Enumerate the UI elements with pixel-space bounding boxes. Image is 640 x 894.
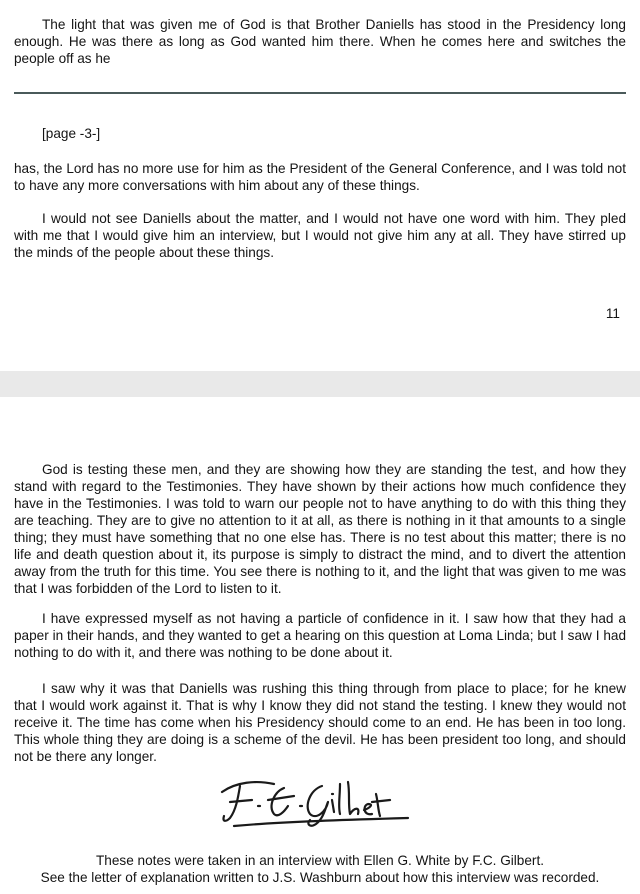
signature-fc-gilbert — [218, 772, 418, 832]
note-letter-of-explanation: See the letter of explanation written to J.S. Washburn about how this interview was recorded. — [40, 870, 600, 885]
paragraph-god-testing-men: God is testing these men, and they are showing how they are standing the test, and how they stand with regard to the Testimonies. They have shown by their actions how much confidence they have in the Testimonies. I was told to warn our people not to have anything to do with this thing they are teaching. They are to give no attention to it at all, as there is nothing in it that amounts to a single thing; they must have something that no one else has. There is no test about this matter; there is no life and death question about it, its purpose is simply to distract the mind, and to divert the attention away from the truth for this time. You see there is nothing to it, and the light that was given to me was that I was forbidden of the Lord to listen to it. — [14, 462, 626, 596]
paragraph-daniells-rushing: I saw why it was that Daniells was rushing this thing through from place to place; for he knew that I would work against it. That is why I know they did not stand the testing. I knew they would not receive it. The time has come when his Presidency should come to an end. He has been in too long. This whole thing they are doing is a scheme of the devil. He has been president too long, and should not be there any longer. — [14, 681, 626, 764]
page-divider-rule — [14, 92, 626, 94]
page-number: 11 — [605, 306, 620, 321]
page-gap-separator — [0, 371, 640, 397]
note-interview-recorded: These notes were taken in an interview with Ellen G. White by F.C. Gilbert. — [95, 853, 545, 868]
paragraph-no-confidence: I have expressed myself as not having a particle of confidence in it. I saw how that they had a paper in their hands, and they wanted to get a hearing on this question at Loma Linda; but I saw I had nothing to do with it, and there was nothing to be done about it. — [14, 611, 626, 660]
paragraph-daniells-presidency: The light that was given me of God is that Brother Daniells has stood in the Presidency long enough. He was there as long as God wanted him there. When he comes here and switches the people off as he — [14, 17, 626, 66]
paragraph-would-not-see-daniells: I would not see Daniells about the matter, and I would not have one word with him. They pled with me that I would give him an interview, but I would not give him any at all. They have stirred up the minds of the people about these things. — [14, 211, 626, 260]
signature-text: F. C. Gilbert — [218, 772, 224, 773]
paragraph-lord-no-more-use: has, the Lord has no more use for him as the President of the General Conference, and I was told not to have any more conversations with him about any of these things. — [14, 161, 626, 193]
page-marker: [page -3-] — [42, 126, 101, 141]
